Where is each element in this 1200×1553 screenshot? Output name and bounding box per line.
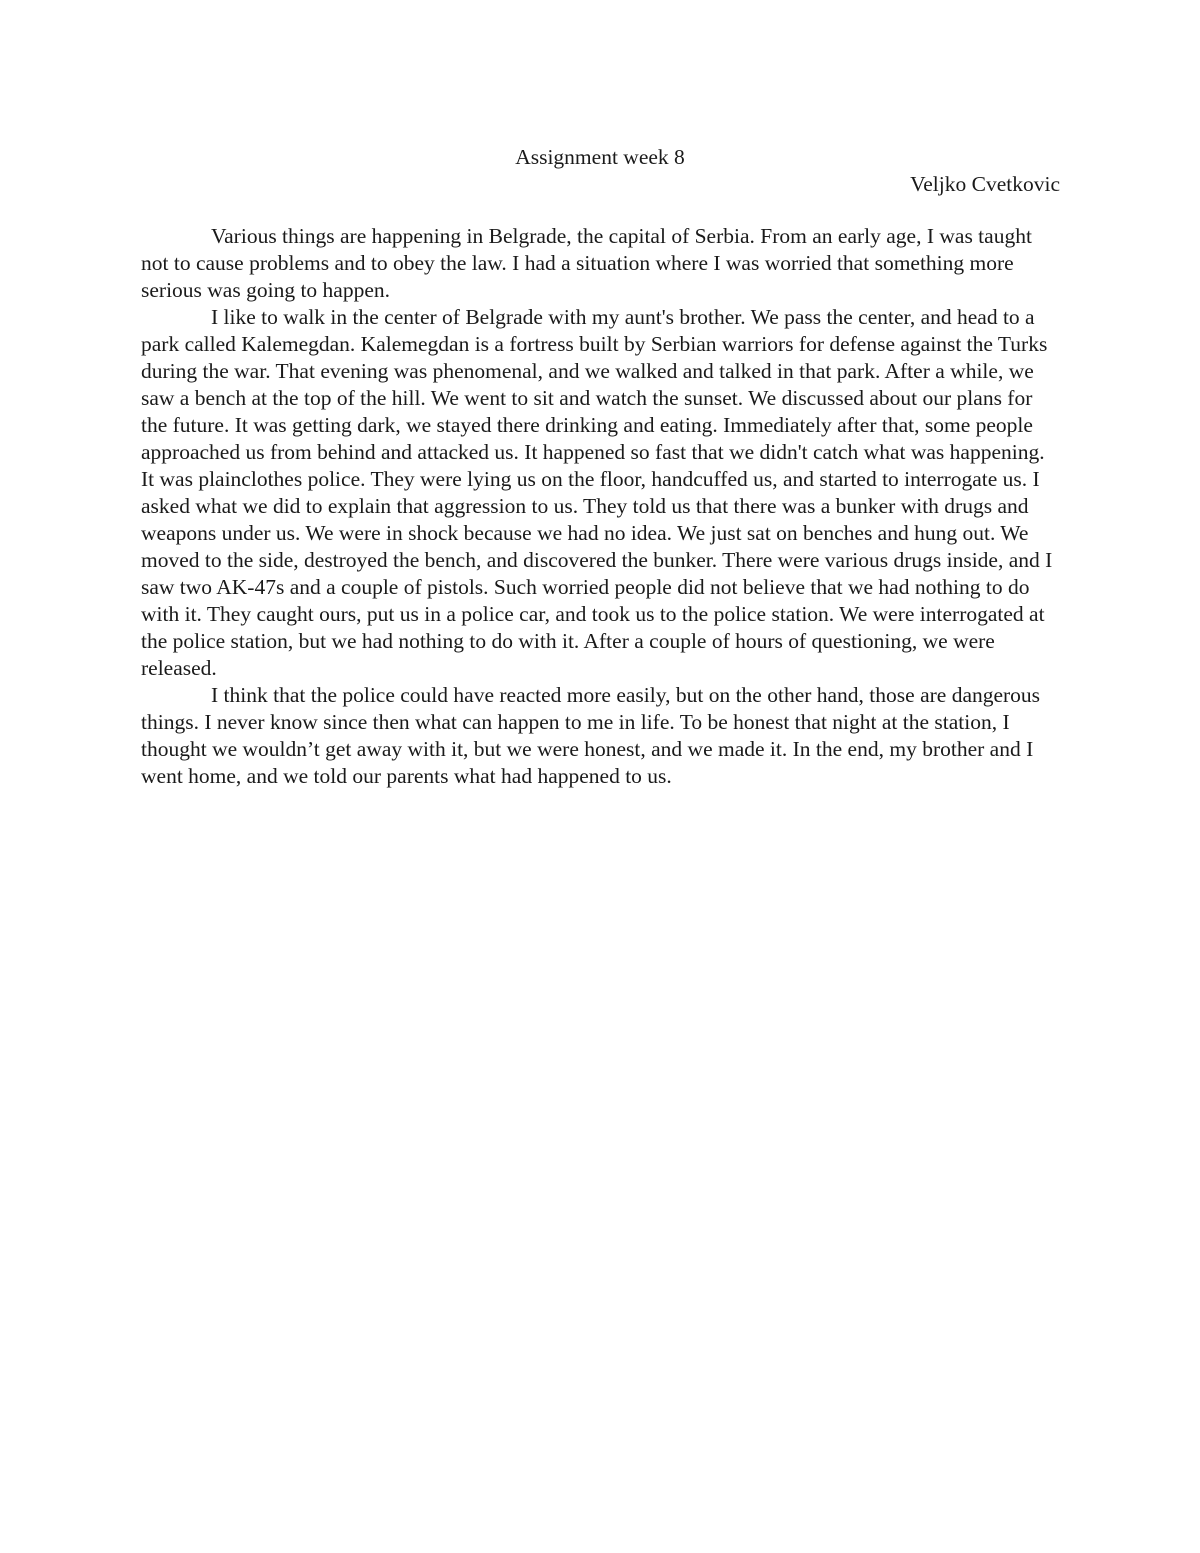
paragraph-3: I think that the police could have reacted more easily, but on the other hand, those are dangerous things. I never know since then what can happen to me in life. To be honest that night at the station, I thought we wouldn’t get away with it, but we were honest, and we made it. In the end, my brother and I went home, and we told our parents what had happened to us. [141, 683, 1041, 788]
document-body [141, 223, 1063, 790]
author-name: Veljko Cvetkovic [910, 172, 1060, 196]
paragraph-1: Various things are happening in Belgrade, the capital of Serbia. From an early age, I was taught not to cause problems and to obey the law. I had a situation where I was worried that something more serious was going to happen. [141, 224, 1032, 302]
document-title: Assignment week 8 [515, 145, 685, 169]
paragraph-2: I like to walk in the center of Belgrade with my aunt's brother. We pass the center, and head to a park called Kalemegdan. Kalemegdan is a fortress built by Serbian warriors for defense against the Turks during the war. That evening was phenomenal, and we walked and talked in that park. After a while, we saw a bench at the top of the hill. We went to sit and watch the sunset. We discussed about our plans for the future. It was getting dark, we stayed there drinking and eating. Immediately after that, some people approached us from behind and attacked us. It happened so fast that we didn't catch what was happening. It was plainclothes police. They were lying us on the floor, handcuffed us, and started to interrogate us. I asked what we did to explain that aggression to us. They told us that there was a bunker with drugs and weapons under us. We were in shock because we had no idea. We just sat on benches and hung out. We moved to the side, destroyed the bench, and discovered the bunker. There were various drugs inside, and I saw two AK-47s and a couple of pistols. Such worried people did not believe that we had nothing to do with it. They caught ours, put us in a police car, and took us to the police station. We were interrogated at the police station, but we had nothing to do with it. After a couple of hours of questioning, we were released. [141, 305, 1053, 680]
